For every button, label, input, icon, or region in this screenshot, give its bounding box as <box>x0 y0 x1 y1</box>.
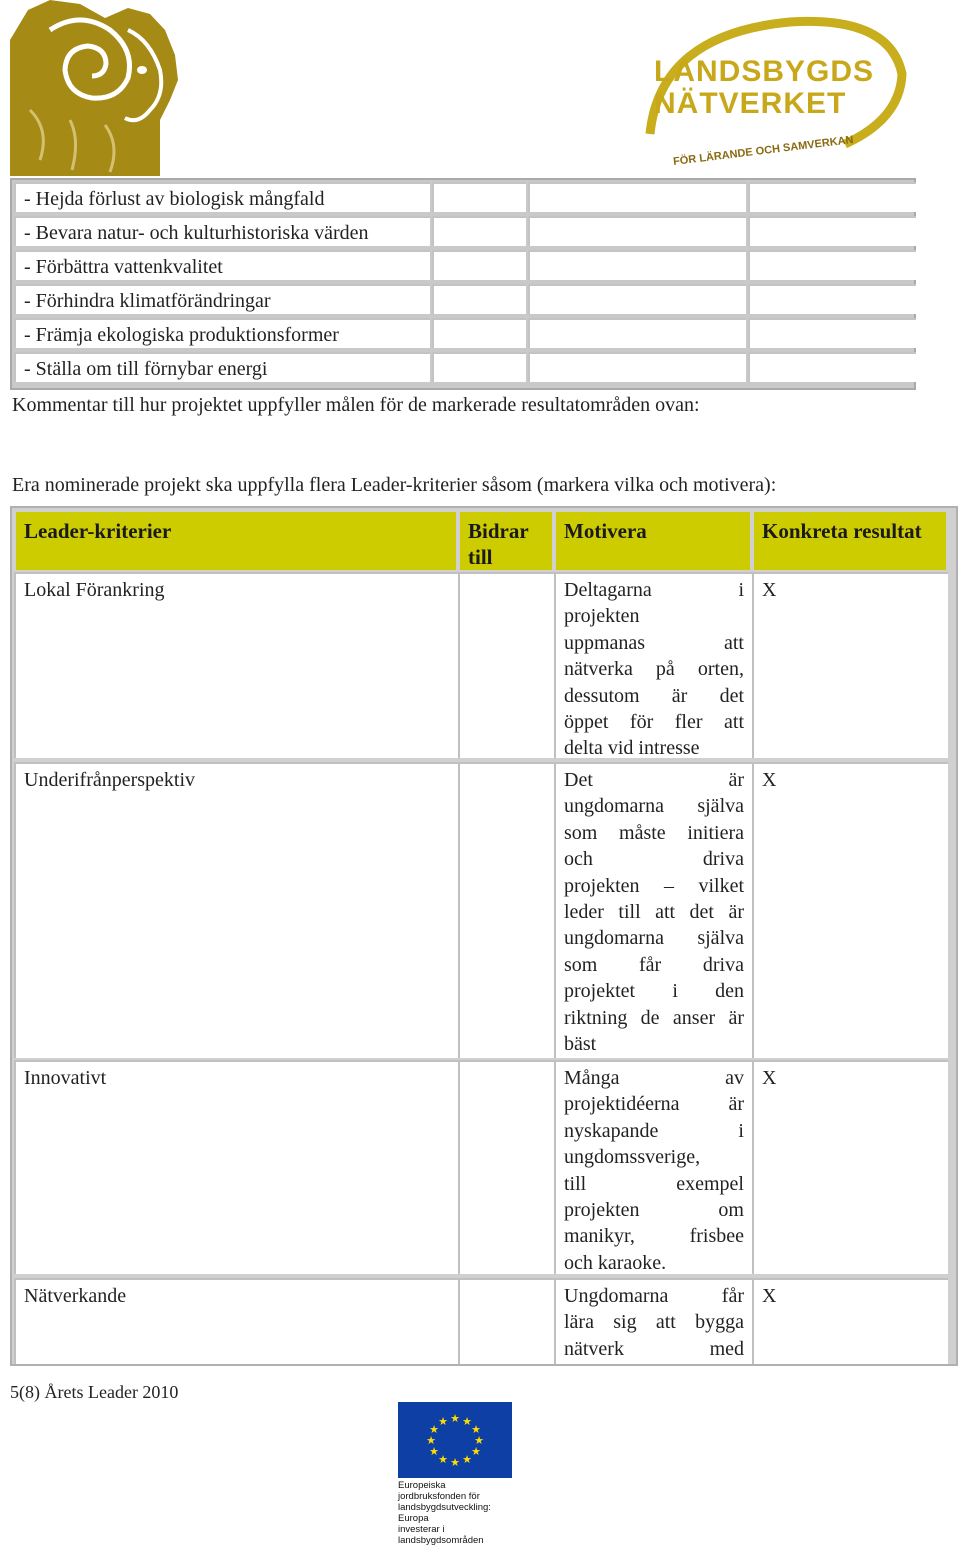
motivation-cell[interactable] <box>554 1060 752 1274</box>
motivation-text: Många av projektidéerna är nyskapande i ungdomssverige, till exempel projekten om manikyr, frisbee och karaoke. <box>564 1067 744 1274</box>
landsbygdsnatverket-logo <box>640 14 910 179</box>
svg-text:★: ★ <box>471 1423 481 1436</box>
goal-checkbox-cell[interactable] <box>432 216 526 246</box>
svg-text:★: ★ <box>474 1434 484 1447</box>
goal-checkbox-cell[interactable] <box>432 284 526 314</box>
svg-text:★: ★ <box>429 1445 439 1458</box>
eu-caption: Europeiska jordbruksfonden för landsbygdsutveckling: Europa investerar i landsbygdsområden <box>398 1480 491 1546</box>
criterion-cell <box>14 1278 458 1364</box>
logo-tagline: FÖR LÄRANDE OCH SAMVERKAN <box>672 133 855 168</box>
page-footer: 5(8) Årets Leader 2010 <box>10 1382 179 1402</box>
motivation-text: Deltagarna i projekten uppmanas att nätverka på orten, dessutom är det öppet för fler att delta vid intresse <box>564 579 744 760</box>
header-results: Konkreta resultat <box>754 512 946 570</box>
goal-text: - Ställa om till förnybar energi <box>24 358 268 380</box>
svg-text:★: ★ <box>438 1453 448 1466</box>
result-mark: X <box>762 769 777 791</box>
criterion-name: Innovativt <box>24 1067 107 1089</box>
goal-text: - Förhindra klimatförändringar <box>24 290 271 312</box>
svg-text:★: ★ <box>426 1434 436 1447</box>
criterion-name: Lokal Förankring <box>24 579 165 601</box>
contributes-cell[interactable] <box>458 572 554 758</box>
goal-cell[interactable] <box>528 250 746 280</box>
result-cell[interactable] <box>752 762 948 1058</box>
goals-table <box>10 178 916 390</box>
goal-cell[interactable] <box>748 352 916 382</box>
goal-cell[interactable] <box>748 318 916 348</box>
svg-text:★: ★ <box>429 1423 439 1436</box>
header-motivate: Motivera <box>556 512 750 570</box>
logo-text-line2: NÄTVERKET <box>654 87 847 120</box>
goal-cell[interactable] <box>528 216 746 246</box>
svg-text:★: ★ <box>450 1456 460 1469</box>
criterion-name: Underifrånperspektiv <box>24 769 196 791</box>
motivation-cell[interactable] <box>554 762 752 1058</box>
goal-cell[interactable] <box>748 216 916 246</box>
eu-flag-icon <box>398 1402 512 1478</box>
contributes-cell[interactable] <box>458 1278 554 1364</box>
goal-checkbox-cell[interactable] <box>432 352 526 382</box>
contributes-cell[interactable] <box>458 1060 554 1274</box>
result-cell[interactable] <box>752 1278 948 1364</box>
header-criterion: Leader-kriterier <box>16 512 456 570</box>
result-cell[interactable] <box>752 572 948 758</box>
goal-text: - Främja ekologiska produktionsformer <box>24 324 339 346</box>
criterion-name: Nätverkande <box>24 1285 127 1307</box>
result-mark: X <box>762 579 777 601</box>
ram-head-logo <box>10 0 182 176</box>
criteria-intro: Era nominerade projekt ska uppfylla flera Leader-kriterier såsom (markera vilka och motivera): <box>12 474 777 496</box>
goal-text: - Förbättra vattenkvalitet <box>24 256 223 278</box>
goal-text: - Hejda förlust av biologisk mångfald <box>24 188 325 210</box>
motivation-text: Det är ungdomarna själva som måste initiera och driva projekten – vilket leder till att det är ungdomarna själva som får driva projektet i den riktning de anser är bäst <box>564 769 744 1056</box>
result-cell[interactable] <box>752 1060 948 1274</box>
result-mark: X <box>762 1067 777 1089</box>
criterion-cell <box>14 572 458 758</box>
motivation-cell[interactable] <box>554 1278 752 1364</box>
goal-cell[interactable] <box>528 182 746 212</box>
svg-text:★: ★ <box>462 1453 472 1466</box>
goal-checkbox-cell[interactable] <box>432 318 526 348</box>
goal-checkbox-cell[interactable] <box>432 182 526 212</box>
svg-text:★: ★ <box>450 1412 460 1425</box>
goal-cell[interactable] <box>748 284 916 314</box>
header-contributes: Bidrar till <box>460 512 552 570</box>
motivation-cell[interactable] <box>554 572 752 758</box>
svg-text:★: ★ <box>471 1445 481 1458</box>
svg-text:★: ★ <box>438 1415 448 1428</box>
goal-cell[interactable] <box>528 318 746 348</box>
result-mark: X <box>762 1285 777 1307</box>
goal-cell[interactable] <box>748 250 916 280</box>
goal-cell[interactable] <box>748 182 916 212</box>
criterion-cell <box>14 1060 458 1274</box>
criteria-table <box>10 506 958 1366</box>
logo-text-line1: LANDSBYGDS <box>654 55 875 88</box>
goal-checkbox-cell[interactable] <box>432 250 526 280</box>
goal-cell[interactable] <box>528 284 746 314</box>
svg-text:★: ★ <box>462 1415 472 1428</box>
motivation-text: Ungdomarna får lära sig att bygga nätverk med <box>564 1285 744 1360</box>
comment-prompt: Kommentar till hur projektet uppfyller målen för de markerade resultatområden ovan: <box>12 394 700 416</box>
goal-cell[interactable] <box>528 352 746 382</box>
criterion-cell <box>14 762 458 1058</box>
goal-text: - Bevara natur- och kulturhistoriska värden <box>24 222 369 244</box>
contributes-cell[interactable] <box>458 762 554 1058</box>
